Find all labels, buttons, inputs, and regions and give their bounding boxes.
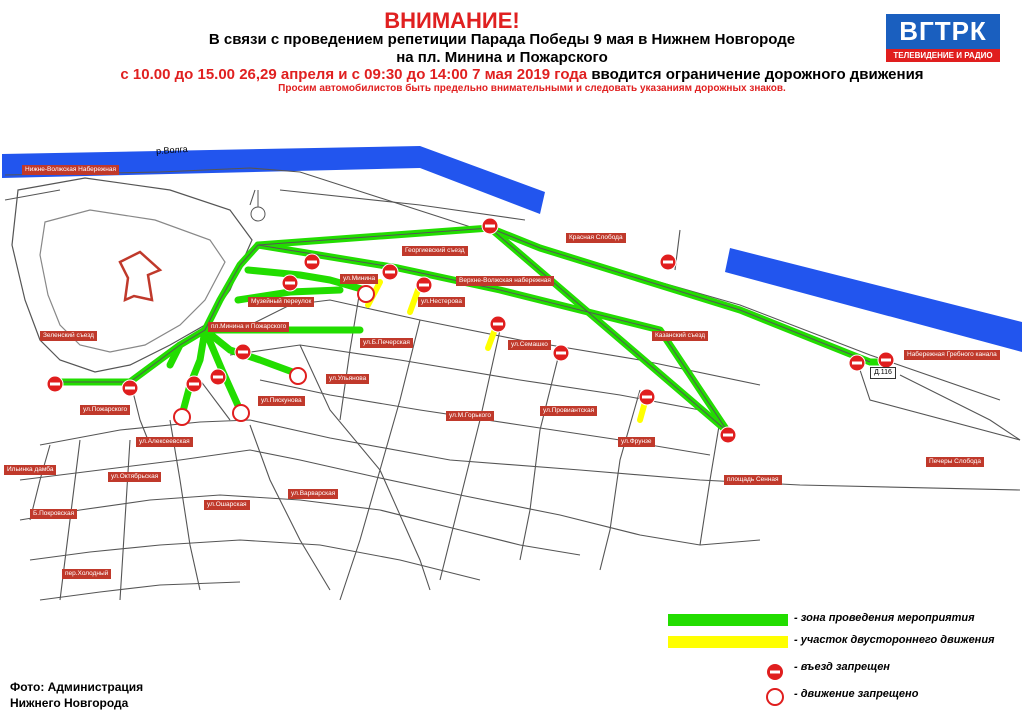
street-label: ул.Б.Печерская — [360, 338, 413, 348]
vgtrk-logo — [886, 14, 1000, 62]
road-sign-label: Д.116 — [870, 367, 896, 379]
logo-subtitle: ТЕЛЕВИДЕНИЕ И РАДИО — [886, 49, 1000, 62]
street-label: ул.Фрунзе — [618, 437, 655, 447]
volga-river — [2, 143, 545, 214]
legend-no-entry-text: - въезд запрещен — [794, 661, 890, 673]
street-label: Музейный переулок — [248, 297, 314, 307]
street-label: Набережная Гребного канала — [904, 350, 1000, 360]
header-line-3: на пл. Минина и Пожарского — [396, 49, 608, 66]
legend-two-way-text: - участок двустороннего движения — [794, 634, 995, 646]
street-label: ул.Алексеевская — [136, 437, 193, 447]
rowing-canal-water — [725, 248, 1022, 352]
page-title: ВНИМАНИЕ! — [384, 8, 520, 33]
legend-no-traffic-text: - движение запрещено — [794, 688, 919, 700]
legend-event-zone-swatch — [668, 614, 788, 626]
legend-event-zone-text: - зона проведения мероприятия — [794, 612, 975, 624]
legend-no-traffic-icon — [767, 689, 783, 705]
legend-two-way-swatch — [668, 636, 788, 648]
street-label: ул.Минина — [340, 274, 378, 284]
header-line-5: Просим автомобилистов быть предельно внимательными и следовать указаниям дорожных знаков. — [278, 83, 786, 94]
street-label: Нижне-Волжская Набережная — [22, 165, 119, 175]
street-label: Верхне-Волжская набережная — [456, 276, 554, 286]
street-label: пл.Минина и Пожарского — [208, 322, 289, 332]
street-label: ул.Пожарского — [80, 405, 130, 415]
logo-name: ВГТРК — [899, 16, 987, 46]
header-line-2: В связи с проведением репетиции Парада Победы 9 мая в Нижнем Новгороде — [208, 31, 796, 48]
street-label: ул.Ульянова — [326, 374, 369, 384]
header-line-4 — [10, 66, 1024, 83]
header-restriction: вводится ограничение дорожного движения — [591, 66, 924, 83]
street-label: ул.Провиантская — [540, 406, 597, 416]
street-label: Зеленский съезд — [40, 331, 97, 341]
street-label: пер.Холодный — [62, 569, 111, 579]
street-label: ул.Пискунова — [258, 396, 305, 406]
legend-no-entry-icon — [767, 664, 783, 680]
street-label: Б.Покровская — [30, 509, 77, 519]
street-label: площадь Сенная — [724, 475, 782, 485]
street-network — [5, 168, 1020, 600]
street-label: ул.Варварская — [288, 489, 338, 499]
street-label: ул.Нестерова — [418, 297, 465, 307]
street-label: Георгиевский съезд — [402, 246, 468, 256]
street-label: ул.Ошарская — [204, 500, 250, 510]
header-dates: с 10.00 до 15.00 26,29 апреля и с 09:30 до 14:00 7 мая 2019 года — [120, 66, 588, 83]
street-label: Печеры Слобода — [926, 457, 984, 467]
river-label: р.Волга — [155, 143, 188, 157]
photo-credit-line-1: Фото: Администрация — [10, 680, 144, 694]
street-label: ул.Семашко — [508, 340, 551, 350]
street-label: ул.М.Горького — [446, 411, 494, 421]
two-way-segments — [368, 282, 645, 420]
street-label: Ильинка дамба — [4, 465, 56, 475]
street-label: Казанский съезд — [652, 331, 708, 341]
street-label: ул.Октябрьская — [108, 472, 161, 482]
street-label: Красная Слобода — [566, 233, 626, 243]
photo-credit-line-2: Нижнего Новгорода — [10, 696, 129, 710]
